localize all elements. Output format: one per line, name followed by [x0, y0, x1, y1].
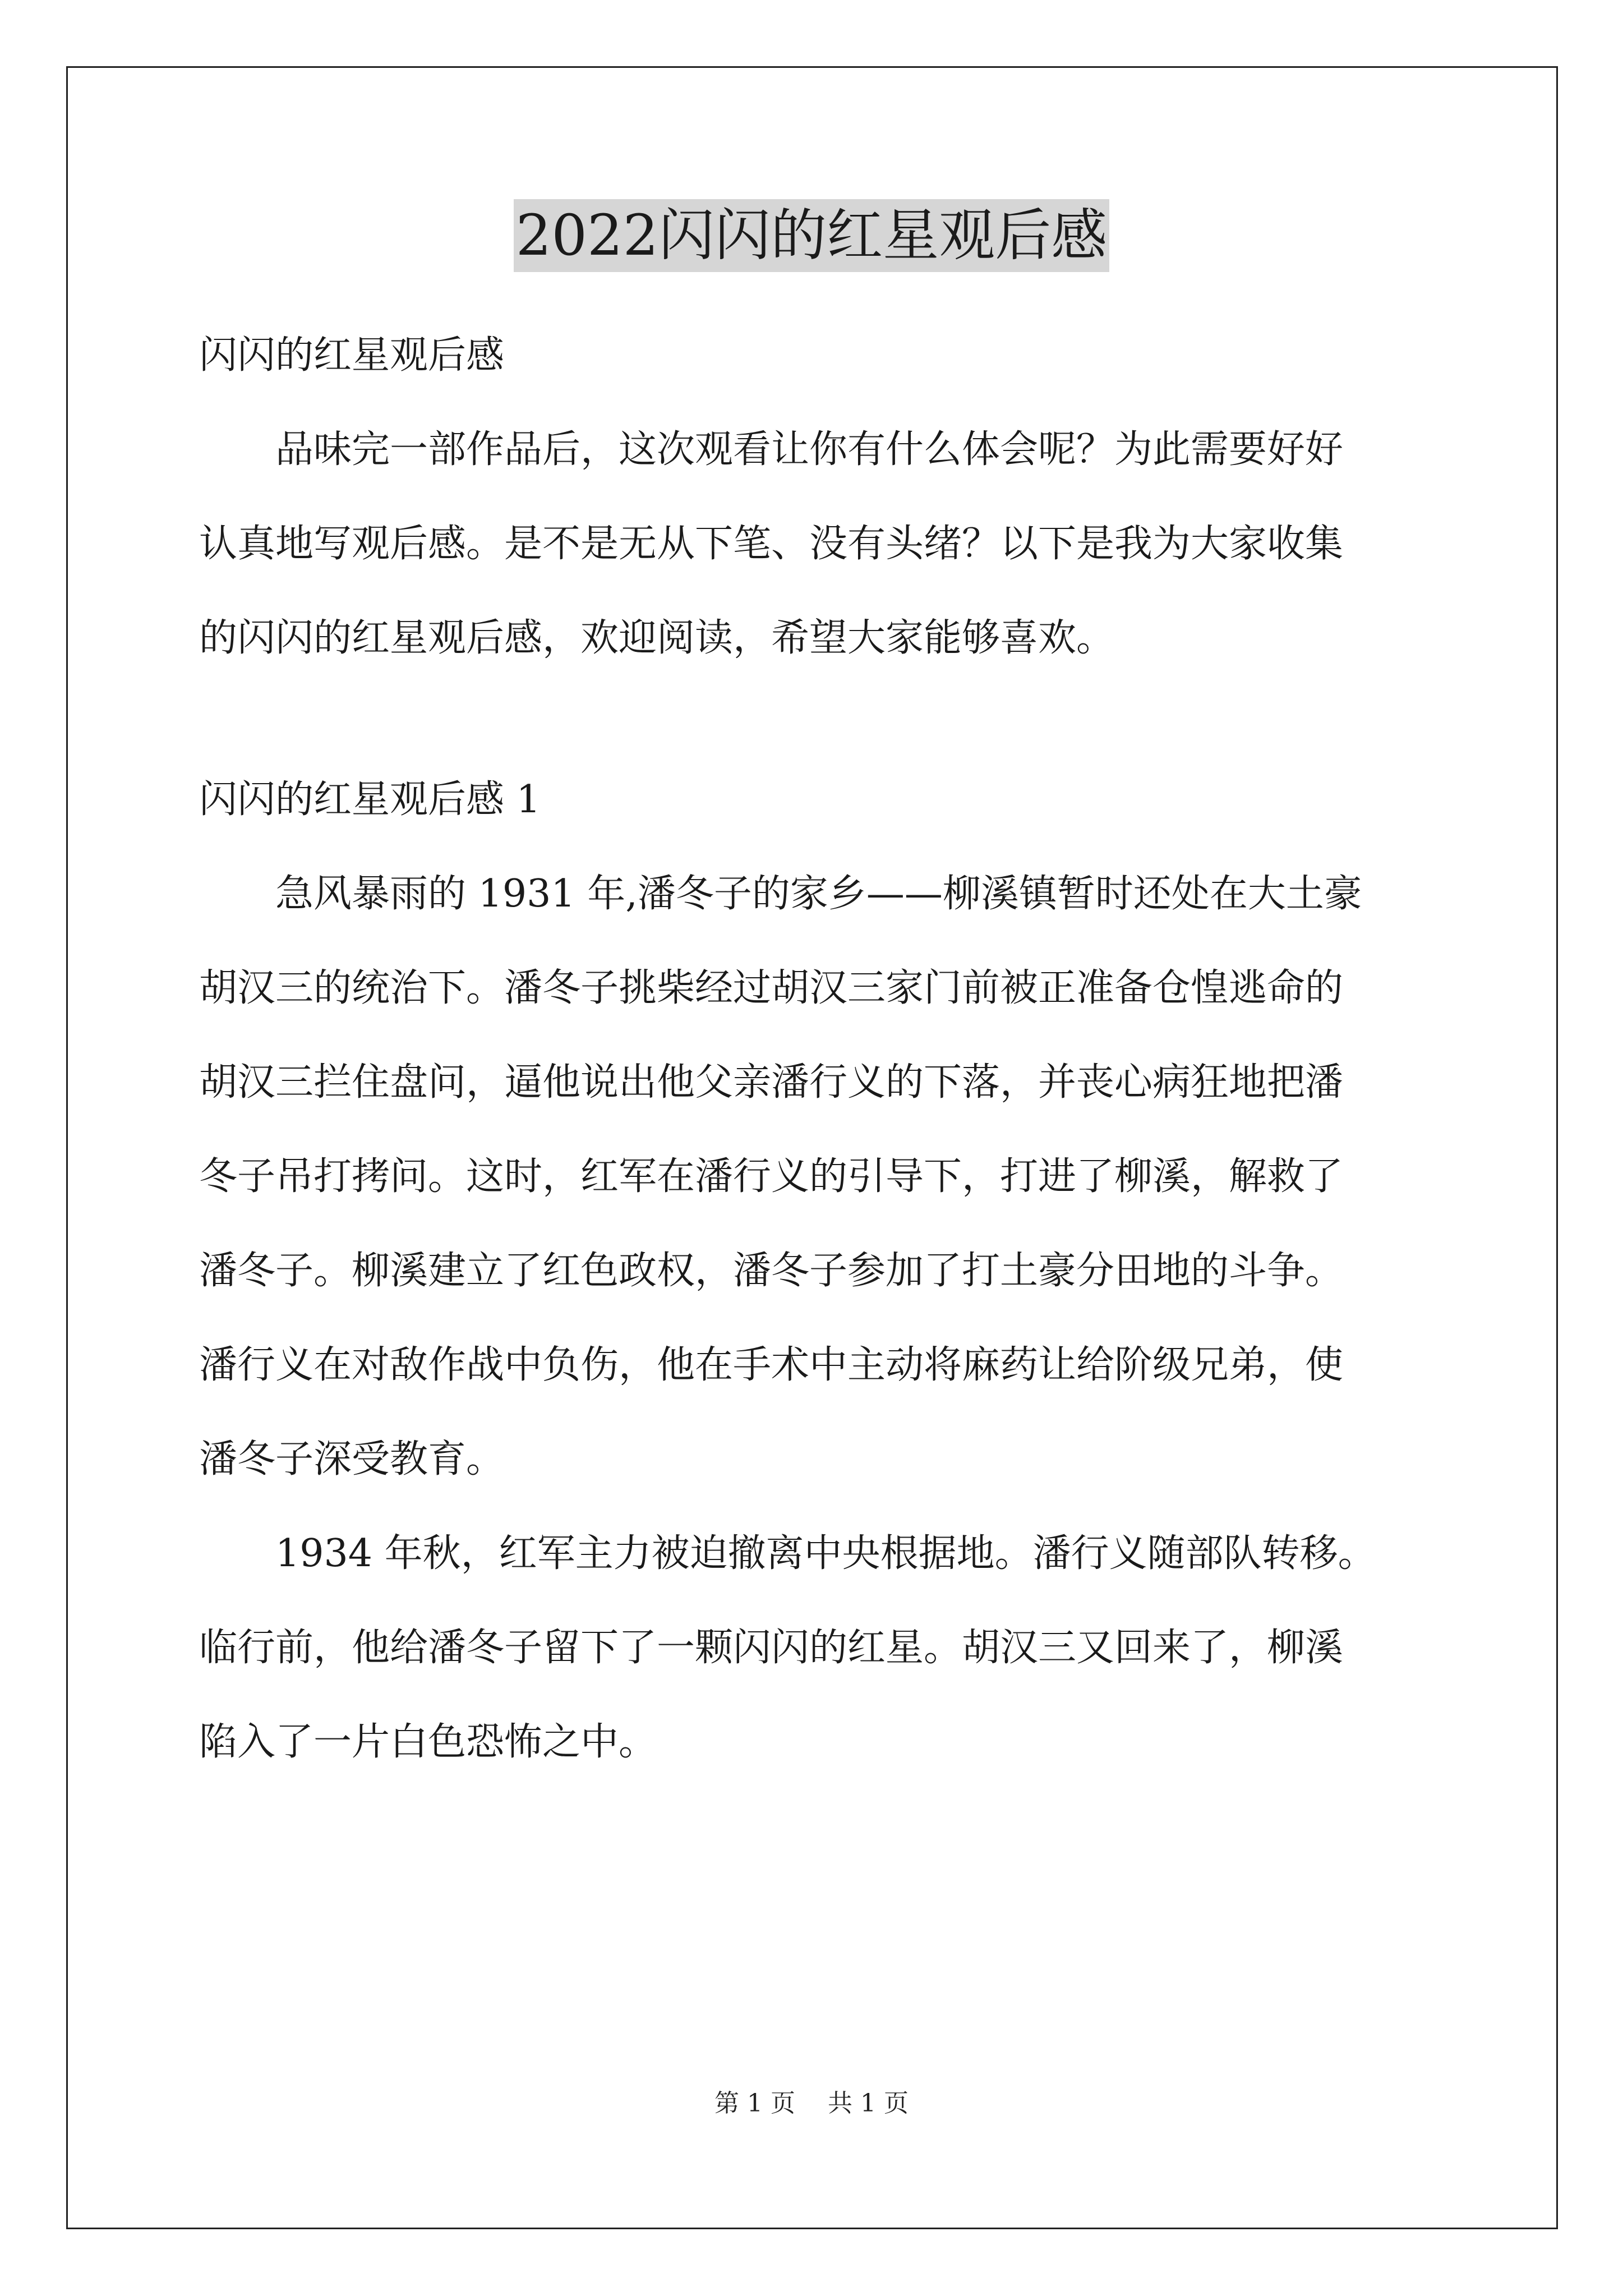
text-line: 品味完一部作品后，这次观看让你有什么体会呢？为此需要好好 — [199, 427, 1344, 472]
text-line: 冬子吊打拷问。这时，红军在潘行义的引导下，打进了柳溪，解救了 — [199, 1154, 1344, 1199]
spacer — [199, 685, 1433, 753]
text-line: 临行前，他给潘冬子留下了一颗闪闪的红星。胡汉三又回来了，柳溪 — [199, 1626, 1344, 1670]
page-number: 第 1 页 — [714, 2089, 795, 2118]
text-line: 潘冬子深受教育。 — [199, 1437, 505, 1481]
page-footer — [0, 2087, 1623, 2120]
section-heading: 闪闪的红星观后感 1 — [199, 777, 541, 822]
page-total: 共 1 页 — [828, 2089, 909, 2118]
text-line: 1934 年秋，红军主力被迫撤离中央根据地。潘行义随部队转移。 — [199, 1531, 1376, 1576]
text-line: 陷入了一片白色恐怖之中。 — [199, 1720, 657, 1764]
section-heading: 闪闪的红星观后感 — [199, 333, 505, 378]
text-line: 急风暴雨的 1931 年,潘冬子的家乡——柳溪镇暂时还处在大土豪 — [199, 872, 1362, 916]
text-line: 的闪闪的红星观后感，欢迎阅读，希望大家能够喜欢。 — [199, 616, 1115, 660]
text-line: 认真地写观后感。是不是无从下笔、没有头绪？以下是我为大家收集 — [199, 522, 1344, 566]
text-line: 胡汉三拦住盘问，逼他说出他父亲潘行义的下落，并丧心病狂地把潘 — [199, 1060, 1344, 1105]
document-body — [199, 309, 1433, 1789]
document-title: 2022闪闪的红星观后感 — [514, 199, 1110, 272]
text-line: 潘冬子。柳溪建立了红色政权，潘冬子参加了打土豪分田地的斗争。 — [199, 1249, 1344, 1293]
text-line: 胡汉三的统治下。潘冬子挑柴经过胡汉三家门前被正准备仓惶逃命的 — [199, 966, 1344, 1010]
text-line: 潘行义在对敌作战中负伤，他在手术中主动将麻药让给阶级兄弟，使 — [199, 1343, 1344, 1387]
essay-block — [199, 753, 1433, 1789]
title-wrapper — [0, 199, 1623, 272]
intro-block — [199, 309, 1433, 685]
